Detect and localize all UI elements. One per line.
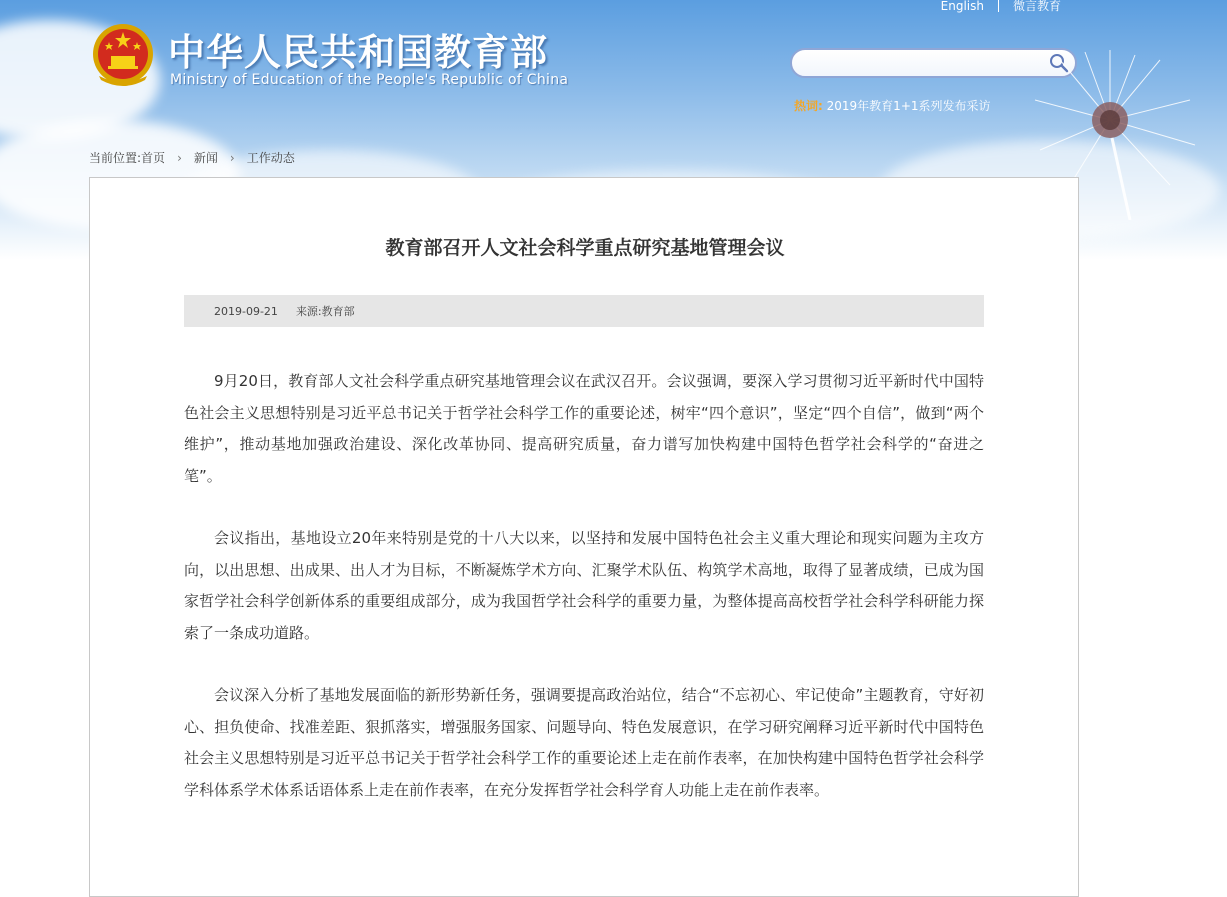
breadcrumb bbox=[89, 149, 295, 166]
breadcrumb-home[interactable]: 首页 bbox=[141, 151, 166, 165]
article-meta bbox=[184, 295, 984, 327]
article-paragraph: 会议指出，基地设立20年来特别是党的十八大以来，以坚持和发展中国特色社会主义重大理论和现实问题为主攻方向，以出思想、出成果、出人才为目标，不断凝炼学术方向、汇聚学术队伍、构筑学术高地，取得了显著成绩，已成为国家哲学社会科学创新体系的重要组成部分，成为我国哲学社会科学的重要力量，为整体提高高校哲学社会科学科研能力探索了一条成功道路。 bbox=[184, 529, 984, 642]
divider bbox=[998, 0, 999, 12]
search-input[interactable] bbox=[806, 54, 1040, 74]
national-emblem-icon bbox=[91, 22, 155, 88]
english-link[interactable]: English bbox=[940, 0, 984, 13]
weiyan-link[interactable]: 微言教育 bbox=[1012, 0, 1061, 13]
site-title: 中华人民共和国教育部 bbox=[168, 31, 548, 74]
chevron-right-icon: › bbox=[229, 150, 235, 165]
article-container bbox=[89, 177, 1079, 897]
article-paragraph: 9月20日，教育部人文社会科学重点研究基地管理会议在武汉召开。会议强调，要深入学习贯彻习近平新时代中国特色社会主义思想特别是习近平总书记关于哲学社会科学工作的重要论述，树牢“四个意识”，坚定“四个自信”，做到“两个维护”，推动基地加强政治建设、深化改革协同、提高研究质量，奋力谱写加快构建中国特色哲学社会科学的“奋进之笔”。 bbox=[184, 372, 984, 485]
article-title: 教育部召开人文社会科学重点研究基地管理会议 bbox=[385, 237, 785, 259]
breadcrumb-prefix: 当前位置: bbox=[89, 151, 142, 165]
chevron-right-icon: › bbox=[177, 150, 182, 165]
breadcrumb-news[interactable]: 新闻 bbox=[193, 151, 218, 165]
hot-words bbox=[794, 97, 991, 114]
article-paragraph: 会议深入分析了基地发展面临的新形势新任务，强调要提高政治站位，结合“不忘初心、牢记使命”主题教育，守好初心、担负使命、找准差距、狠抓落实，增强服务国家、问题导向、特色发展意识，在学习研究阐释习近平新时代中国特色社会主义思想特别是习近平总书记关于哲学社会科学工作的重要论述上走在前作表率，在加快构建中国特色哲学社会科学学科体系学术体系话语体系上走在前作表率，在充分发挥哲学社会科学育人功能上走在前作表率。 bbox=[184, 686, 984, 799]
article-body bbox=[184, 366, 984, 837]
breadcrumb-work-news[interactable]: 工作动态 bbox=[246, 151, 295, 165]
hot-label: 热词: bbox=[794, 99, 823, 113]
article-source: 来源:教育部 bbox=[295, 305, 355, 318]
article-date: 2019-09-21 bbox=[214, 304, 278, 318]
hot-link[interactable]: 2019年教育1+1系列发布采访 bbox=[826, 99, 991, 113]
top-links bbox=[941, 0, 1061, 14]
site-subtitle: Ministry of Education of the People's Republic of China bbox=[170, 72, 569, 88]
